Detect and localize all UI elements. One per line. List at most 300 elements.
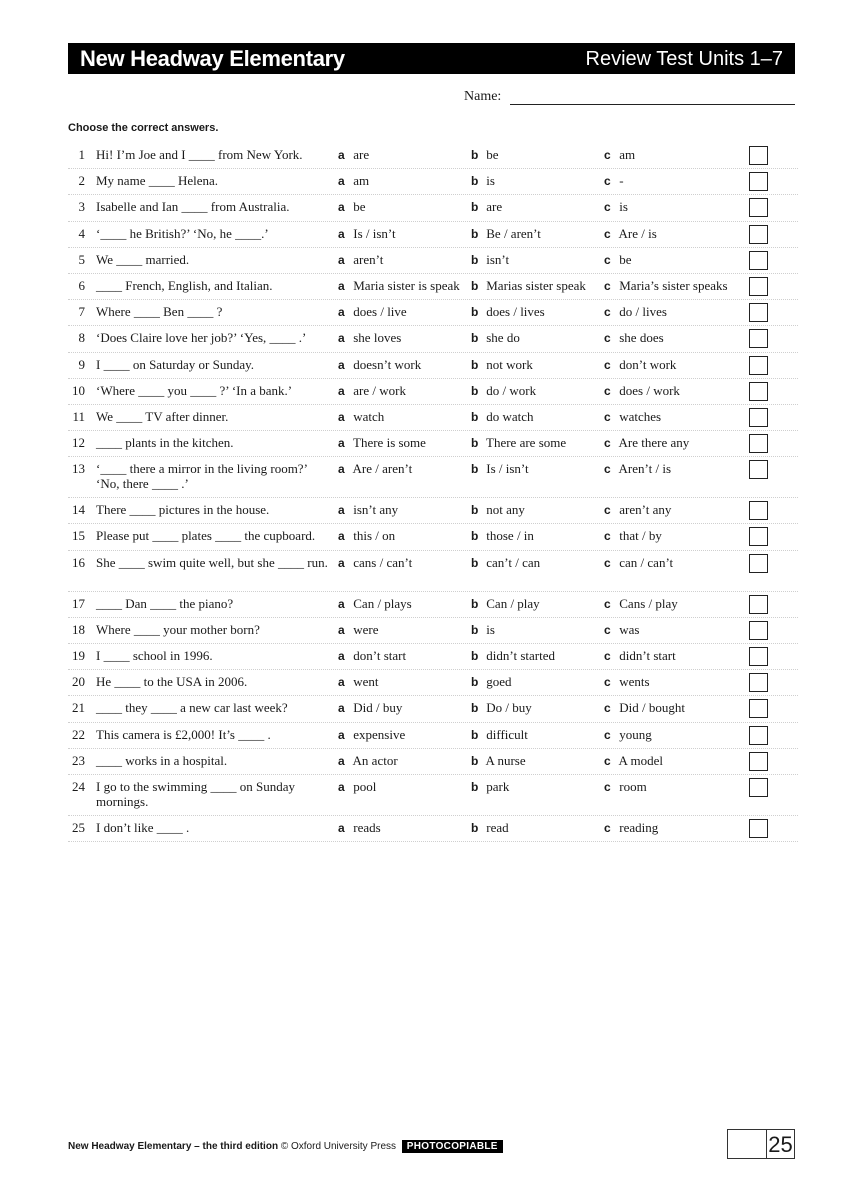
option-text: reading: [619, 819, 659, 835]
option-text: can / can’t: [619, 554, 674, 570]
option-a: [338, 199, 366, 215]
question-text: ____ Dan ____ the piano?: [96, 595, 234, 611]
question-text: We ____ TV after dinner.: [96, 408, 229, 424]
option-c: [604, 596, 678, 612]
option-b: [471, 383, 536, 399]
option-c: [604, 502, 671, 518]
option-letter: a: [338, 779, 345, 794]
option-letter: a: [338, 727, 345, 742]
option-text: aren’t: [353, 251, 384, 267]
answer-box[interactable]: [749, 752, 768, 771]
answer-box[interactable]: [749, 172, 768, 191]
option-text: Maria’s sister speaks: [619, 277, 728, 293]
answer-box[interactable]: [749, 673, 768, 692]
answer-box[interactable]: [749, 554, 768, 573]
option-text: wents: [619, 674, 650, 690]
question-number: 7: [78, 304, 85, 320]
book-title: New Headway Elementary: [80, 46, 345, 71]
answer-box[interactable]: [749, 277, 768, 296]
option-text: didn’t start: [619, 648, 676, 663]
option-letter: b: [471, 727, 479, 742]
option-letter: b: [471, 383, 479, 398]
option-text: Is / isn’t: [486, 461, 529, 477]
option-a: [338, 435, 426, 451]
question-row: [68, 723, 798, 749]
answer-box[interactable]: [749, 527, 768, 546]
answer-box[interactable]: [749, 382, 768, 401]
option-letter: a: [338, 200, 345, 215]
question-text: I ____ school in 1996.: [96, 648, 213, 663]
option-c: [604, 357, 676, 373]
option-b: [471, 357, 533, 373]
option-letter: b: [471, 226, 479, 241]
question-row: [68, 353, 798, 379]
question-row: [68, 644, 798, 670]
option-text: Can / plays: [353, 595, 412, 611]
option-letter: a: [338, 383, 345, 398]
option-letter: c: [604, 753, 611, 768]
option-text: was: [619, 621, 640, 637]
option-text: There are some: [486, 435, 567, 451]
answer-box[interactable]: [749, 198, 768, 217]
option-text: pool: [353, 778, 377, 794]
question-row: [68, 195, 798, 221]
option-letter: c: [604, 820, 611, 835]
option-text: be: [619, 251, 632, 267]
option-c: [604, 330, 664, 346]
option-text: Are / is: [618, 225, 657, 241]
question-text: Where ____ your mother born?: [96, 621, 260, 637]
answer-box[interactable]: [749, 778, 768, 797]
option-a: [338, 674, 379, 690]
option-letter: a: [338, 409, 345, 424]
question-text: Please put ____ plates ____ the cupboard.: [96, 528, 316, 544]
option-letter: a: [338, 305, 345, 320]
instruction: Choose the correct answers.: [68, 122, 219, 134]
question-text: ____ they ____ a new car last week?: [96, 700, 288, 716]
option-b: [471, 820, 509, 836]
option-text: young: [619, 726, 652, 742]
name-row: [464, 88, 795, 106]
option-letter: a: [338, 701, 345, 716]
question-row: [68, 749, 798, 775]
question-text: My name ____ Helena.: [96, 173, 219, 189]
option-text: Did / buy: [353, 700, 403, 716]
option-a: [338, 820, 381, 836]
answer-box[interactable]: [749, 699, 768, 718]
answer-box[interactable]: [749, 434, 768, 453]
question-text: She ____ swim quite well, but she ____ run.: [96, 554, 328, 570]
option-text: Did / bought: [619, 700, 685, 716]
option-letter: b: [471, 252, 479, 267]
answer-box[interactable]: [749, 251, 768, 270]
question-row: [68, 816, 798, 842]
option-text: are: [486, 199, 503, 215]
option-letter: a: [338, 820, 345, 835]
option-letter: c: [604, 252, 611, 267]
option-c: [604, 199, 628, 215]
option-text: Be / aren’t: [486, 225, 541, 241]
option-a: [338, 409, 384, 425]
option-a: [338, 779, 376, 795]
option-text: this / on: [353, 528, 396, 544]
option-a: [338, 622, 379, 638]
option-letter: a: [338, 503, 345, 518]
question-text: I ____ on Saturday or Sunday.: [96, 356, 255, 372]
option-a: [338, 304, 407, 320]
question-list: [68, 143, 798, 842]
option-c: [604, 700, 685, 716]
option-text: does / lives: [486, 304, 545, 320]
option-text: is: [486, 173, 495, 189]
option-a: [338, 528, 395, 544]
question-row: [68, 326, 798, 352]
question-number: 16: [72, 554, 85, 570]
option-b: [471, 674, 512, 690]
answer-box[interactable]: [749, 621, 768, 640]
option-text: Is / isn’t: [353, 225, 396, 241]
answer-box[interactable]: [749, 460, 768, 479]
answer-box[interactable]: [749, 356, 768, 375]
option-text: park: [486, 778, 510, 794]
option-letter: b: [471, 820, 479, 835]
question-row: [68, 143, 798, 169]
option-text: she loves: [353, 330, 402, 346]
option-letter: b: [471, 331, 479, 346]
question-number: 13: [72, 461, 85, 477]
option-text: watches: [619, 408, 662, 424]
question-number: 20: [72, 674, 85, 690]
option-letter: a: [338, 252, 345, 267]
option-letter: c: [604, 331, 611, 346]
option-a: [338, 357, 421, 373]
option-c: [604, 409, 661, 425]
option-text: am: [353, 173, 370, 189]
option-b: [471, 226, 541, 242]
question-text: I go to the swimming ____ on Sunday mornings.: [96, 778, 295, 809]
option-text: were: [353, 621, 379, 637]
option-text: she do: [486, 330, 520, 346]
answer-box[interactable]: [749, 647, 768, 666]
option-text: Maria sister is speak: [353, 277, 460, 293]
option-text: isn’t: [486, 251, 510, 267]
option-text: read: [486, 819, 509, 835]
question-row: [68, 431, 798, 457]
option-text: watch: [353, 408, 385, 424]
option-letter: b: [471, 529, 479, 544]
option-a: [338, 753, 398, 769]
question-number: 25: [72, 819, 85, 835]
option-letter: c: [604, 555, 611, 570]
option-c: [604, 622, 639, 638]
option-text: not work: [486, 356, 533, 372]
option-letter: b: [471, 462, 479, 477]
answer-box[interactable]: [749, 329, 768, 348]
option-letter: a: [338, 357, 345, 372]
option-letter: a: [338, 555, 345, 570]
question-text: Where ____ Ben ____ ?: [96, 304, 223, 320]
option-a: [338, 147, 369, 163]
footer-publisher: © Oxford University Press: [280, 1141, 397, 1152]
option-text: -: [619, 173, 624, 189]
option-a: [338, 461, 412, 477]
question-number: 12: [72, 435, 85, 451]
question-row: [68, 592, 798, 618]
option-text: Are there any: [618, 435, 690, 451]
option-text: she does: [619, 330, 664, 346]
answer-box[interactable]: [749, 408, 768, 427]
option-a: [338, 555, 412, 571]
option-a: [338, 648, 406, 664]
option-text: isn’t any: [353, 502, 399, 518]
question-text: He ____ to the USA in 2006.: [96, 674, 248, 690]
option-letter: b: [471, 555, 479, 570]
question-number: 17: [72, 595, 85, 611]
option-text: not any: [486, 502, 525, 518]
option-letter: b: [471, 357, 479, 372]
option-text: can’t / can: [486, 554, 541, 570]
option-text: is: [486, 621, 495, 637]
option-a: [338, 226, 396, 242]
option-text: does / live: [353, 304, 407, 320]
option-a: [338, 383, 406, 399]
option-text: Do / buy: [486, 700, 532, 716]
question-number: 1: [78, 147, 85, 162]
question-number: 2: [78, 173, 85, 189]
option-c: [604, 435, 689, 451]
question-number: 21: [72, 700, 85, 716]
question-text: We ____ married.: [96, 251, 190, 267]
question-row: [68, 551, 798, 592]
question-number: 5: [78, 251, 85, 267]
question-number: 3: [78, 199, 85, 215]
option-b: [471, 304, 545, 320]
question-number: 18: [72, 621, 85, 637]
option-c: [604, 383, 680, 399]
question-row: [68, 498, 798, 524]
option-text: cans / can’t: [353, 554, 413, 570]
option-letter: a: [338, 675, 345, 690]
option-letter: b: [471, 779, 479, 794]
option-letter: a: [338, 622, 345, 637]
option-text: didn’t started: [486, 648, 555, 663]
question-number: 6: [78, 277, 85, 293]
option-c: [604, 779, 647, 795]
option-letter: c: [604, 357, 611, 372]
answer-box[interactable]: [749, 819, 768, 838]
option-b: [471, 173, 495, 189]
option-b: [471, 648, 555, 664]
question-row: [68, 696, 798, 722]
option-a: [338, 502, 398, 518]
question-number: 11: [72, 408, 85, 424]
option-letter: a: [338, 462, 345, 477]
option-text: Are / aren’t: [352, 461, 413, 477]
name-field[interactable]: [510, 104, 795, 105]
question-number: 22: [72, 726, 85, 742]
answer-box[interactable]: [749, 595, 768, 614]
question-row: [68, 379, 798, 405]
option-b: [471, 753, 526, 769]
option-letter: c: [604, 200, 611, 215]
header-bar: [68, 43, 795, 74]
option-text: An actor: [352, 752, 398, 768]
question-row: [68, 618, 798, 644]
option-text: those / in: [486, 528, 534, 544]
option-letter: c: [604, 503, 611, 518]
option-letter: c: [604, 622, 611, 637]
question-number: 19: [72, 648, 85, 663]
option-c: [604, 304, 667, 320]
option-text: do watch: [486, 408, 534, 424]
option-letter: a: [338, 649, 345, 663]
option-a: [338, 173, 369, 189]
option-b: [471, 779, 509, 795]
question-text: ‘____ there a mirror in the living room?’ ‘No, there ____ .’: [96, 461, 307, 492]
option-letter: a: [338, 436, 345, 451]
test-title: Review Test Units 1–7: [585, 48, 783, 70]
question-row: [68, 775, 798, 816]
option-letter: a: [338, 278, 345, 293]
question-text: I don’t like ____ .: [96, 819, 190, 835]
option-c: [604, 555, 673, 571]
option-letter: b: [471, 649, 479, 663]
question-row: [68, 670, 798, 696]
option-b: [471, 528, 534, 544]
option-b: [471, 252, 509, 268]
question-row: [68, 222, 798, 248]
option-letter: b: [471, 148, 479, 162]
option-letter: c: [604, 436, 611, 451]
option-b: [471, 330, 520, 346]
option-text: are: [353, 147, 370, 162]
option-c: [604, 648, 676, 664]
option-a: [338, 596, 412, 612]
option-text: don’t work: [619, 356, 677, 372]
option-letter: c: [604, 727, 611, 742]
answer-box[interactable]: [749, 303, 768, 322]
answer-box[interactable]: [749, 726, 768, 745]
option-text: Cans / play: [619, 595, 678, 611]
option-text: aren’t any: [619, 502, 672, 518]
option-b: [471, 147, 499, 163]
question-text: Hi! I’m Joe and I ____ from New York.: [96, 147, 303, 162]
option-text: are / work: [353, 382, 406, 398]
option-letter: a: [338, 148, 345, 162]
option-letter: b: [471, 675, 479, 690]
question-number: 15: [72, 528, 85, 544]
option-b: [471, 409, 534, 425]
option-text: Aren’t / is: [618, 461, 672, 477]
option-letter: c: [604, 529, 611, 544]
option-letter: c: [604, 383, 611, 398]
option-a: [338, 330, 401, 346]
option-b: [471, 700, 532, 716]
option-letter: c: [604, 596, 611, 611]
option-text: be: [486, 147, 499, 162]
option-text: goed: [486, 674, 512, 690]
question-text: There ____ pictures in the house.: [96, 502, 270, 518]
option-letter: b: [471, 174, 479, 189]
option-text: reads: [353, 819, 381, 835]
question-row: [68, 274, 798, 300]
option-b: [471, 435, 566, 451]
option-letter: c: [604, 701, 611, 716]
option-b: [471, 727, 528, 743]
option-letter: a: [338, 226, 345, 241]
option-letter: b: [471, 503, 479, 518]
option-letter: c: [604, 305, 611, 320]
option-letter: a: [338, 331, 345, 346]
option-c: [604, 528, 662, 544]
question-text: ‘____ he British?’ ‘No, he ____.’: [96, 225, 269, 241]
question-text: ‘Where ____ you ____ ?’ ‘In a bank.’: [96, 382, 293, 398]
question-number: 8: [78, 330, 85, 346]
question-number: 9: [78, 356, 85, 372]
option-b: [471, 199, 502, 215]
answer-box[interactable]: [749, 146, 768, 165]
option-c: [604, 674, 650, 690]
option-text: that / by: [619, 528, 662, 544]
option-c: [604, 147, 635, 163]
option-letter: c: [604, 174, 611, 189]
option-letter: b: [471, 596, 479, 611]
option-text: A model: [618, 752, 663, 768]
answer-box[interactable]: [749, 225, 768, 244]
option-text: difficult: [486, 726, 528, 742]
question-text: ____ works in a hospital.: [96, 752, 228, 768]
question-row: [68, 457, 798, 498]
footer: [68, 1140, 503, 1153]
option-letter: a: [338, 174, 345, 189]
option-letter: b: [471, 701, 479, 716]
question-text: ____ French, English, and Italian.: [96, 277, 273, 293]
option-letter: c: [604, 409, 611, 424]
answer-box[interactable]: [749, 501, 768, 520]
option-letter: a: [338, 753, 345, 768]
option-text: be: [353, 199, 366, 215]
option-b: [471, 502, 525, 518]
option-a: [338, 278, 460, 294]
option-letter: b: [471, 305, 479, 320]
option-text: does / work: [619, 382, 680, 398]
question-row: [68, 248, 798, 274]
question-number: 10: [72, 382, 85, 398]
option-c: [604, 278, 728, 294]
option-b: [471, 461, 529, 477]
question-number: 4: [78, 225, 85, 241]
option-b: [471, 622, 495, 638]
option-c: [604, 252, 632, 268]
option-letter: b: [471, 278, 479, 293]
option-letter: c: [604, 226, 611, 241]
option-text: doesn’t work: [353, 356, 422, 372]
option-text: went: [353, 674, 379, 690]
option-text: am: [619, 147, 636, 162]
option-text: room: [619, 778, 647, 794]
question-number: 23: [72, 752, 85, 768]
option-letter: c: [604, 649, 611, 663]
page-number-box: [727, 1129, 795, 1159]
option-letter: a: [338, 596, 345, 611]
photocopiable-badge: PHOTOCOPIABLE: [402, 1140, 503, 1153]
option-a: [338, 727, 405, 743]
option-c: [604, 173, 624, 189]
option-text: expensive: [353, 726, 406, 742]
option-a: [338, 252, 383, 268]
question-row: [68, 524, 798, 550]
option-letter: b: [471, 200, 479, 215]
